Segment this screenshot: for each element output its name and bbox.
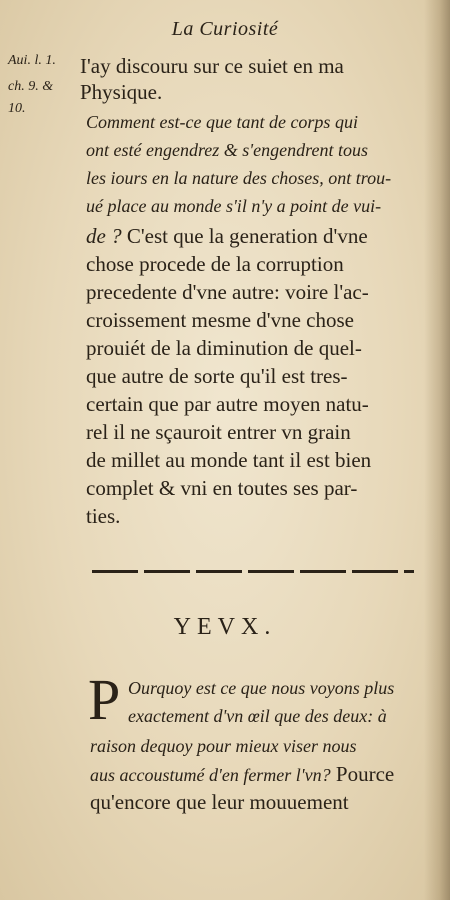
- text-line: ties.: [86, 504, 121, 528]
- text-line: qu'encore que leur mouuement: [90, 790, 349, 814]
- italic-line: exactement d'vn œil que des deux: à: [128, 706, 387, 726]
- margin-note: 10.: [8, 101, 26, 116]
- ornamental-rule: [92, 570, 414, 573]
- running-header: La Curiosité: [171, 18, 279, 40]
- text-line: complet & vni en toutes ses par-: [86, 476, 358, 500]
- italic-line: les iours en la nature des choses, ont trou-: [86, 168, 392, 188]
- text-line: precedente d'vne autre: voire l'ac-: [86, 280, 369, 304]
- drop-cap: P: [88, 667, 121, 732]
- italic-line: Comment est-ce que tant de corps qui: [86, 112, 358, 132]
- text-line: I'ay discouru sur ce suiet en ma: [80, 54, 344, 78]
- text-line: de millet au monde tant il est bien: [86, 448, 372, 472]
- italic-line: Ourquoy est ce que nous voyons plus: [128, 678, 395, 698]
- italic-line: raison dequoy pour mieux viser nous: [90, 736, 357, 756]
- section-title: YEVX.: [173, 614, 277, 640]
- italic-segment: aus accoustumé d'en fermer l'vn?: [90, 765, 331, 785]
- italic-segment: de ?: [86, 224, 122, 248]
- italic-line: ué place au monde s'il n'y a point de vui-: [86, 196, 382, 216]
- text-line: chose procede de la corruption: [86, 252, 344, 276]
- mixed-line: [90, 760, 394, 789]
- page-gutter-shadow: [424, 0, 450, 900]
- text-line: que autre de sorte qu'il est tres-: [86, 364, 348, 388]
- italic-line: ont esté engendrez & s'engendrent tous: [86, 140, 368, 160]
- text-line: croissement mesme d'vne chose: [86, 308, 354, 332]
- margin-note: Aui. l. 1.: [8, 53, 56, 68]
- margin-note: ch. 9. &: [8, 79, 54, 94]
- mixed-line: [86, 222, 368, 250]
- text-line: Physique.: [80, 80, 163, 104]
- roman-segment: Pource: [330, 762, 395, 786]
- text-line: rel il ne sçauroit entrer vn grain: [86, 420, 351, 444]
- roman-segment: C'est que la generation d'vne: [121, 224, 368, 248]
- text-line: certain que par autre moyen natu-: [86, 392, 369, 416]
- text-line: prouiét de la diminution de quel-: [86, 336, 362, 360]
